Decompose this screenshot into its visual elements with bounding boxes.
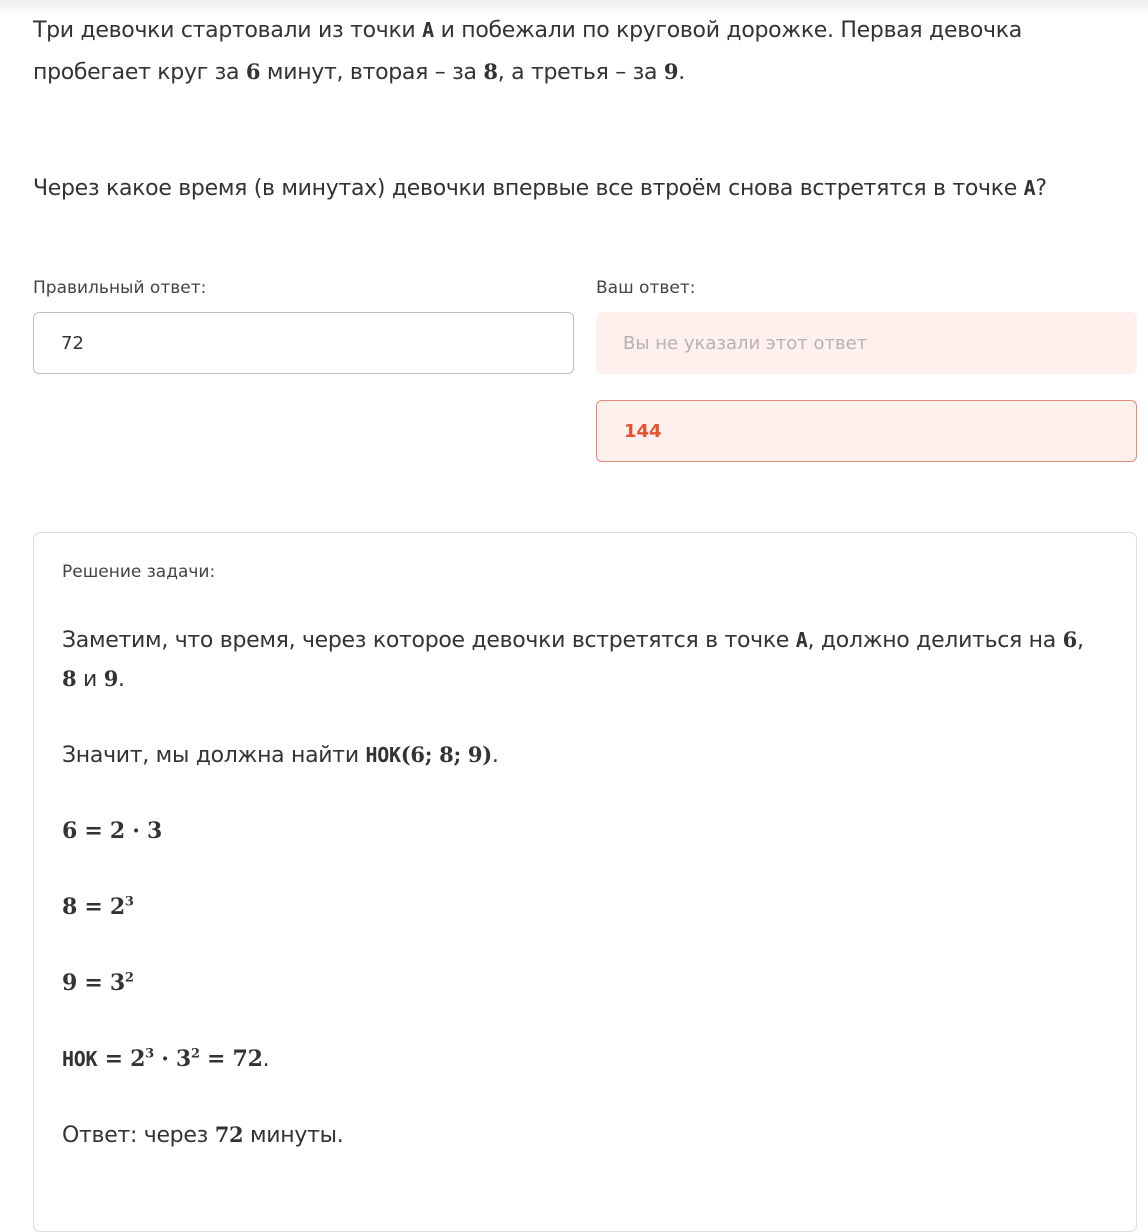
correct-answer-field: [33, 312, 574, 374]
solution-paragraph-2: Значит, мы должна найти НОК(6; 8; 9).: [62, 742, 499, 768]
question: Через какое время (в минутах) девочки впервые все втроём снова встретятся в точке A?: [33, 176, 1047, 201]
solution-paragraph-1b: 8 и 9.: [62, 666, 125, 692]
equation-lcm: НОК = $2^3 \cdot 3^2 = 72$.: [62, 1046, 270, 1072]
your-answer-field: [596, 400, 1137, 462]
correct-answer-value: 72: [61, 332, 84, 354]
solution-panel: [33, 532, 1137, 1232]
equation-6: 6 = 2 · 3: [62, 818, 162, 844]
your-answer-value: 144: [624, 420, 662, 442]
equation-9: $9 = 3^2$: [62, 970, 134, 996]
problem-line-1: Три девочки стартовали из точки A и побежали по круговой дорожке. Первая девочка: [33, 18, 1022, 43]
your-answer-empty-field: [596, 312, 1137, 374]
your-answer-placeholder: Вы не указали этот ответ: [623, 332, 868, 354]
your-answer-label: Ваш ответ:: [596, 278, 696, 298]
solution-label: Решение задачи:: [62, 562, 216, 582]
solution-paragraph-1: Заметим, что время, через которое девочки встретятся в точке A, должно делиться на 6,: [62, 627, 1084, 653]
equation-8: $8 = 2^3$: [62, 894, 134, 920]
problem-line-2: пробегает круг за 6 минут, вторая – за 8, а третья – за 9.: [33, 59, 685, 85]
correct-answer-label: Правильный ответ:: [33, 278, 207, 298]
solution-answer: Ответ: через 72 минуты.: [62, 1122, 344, 1148]
